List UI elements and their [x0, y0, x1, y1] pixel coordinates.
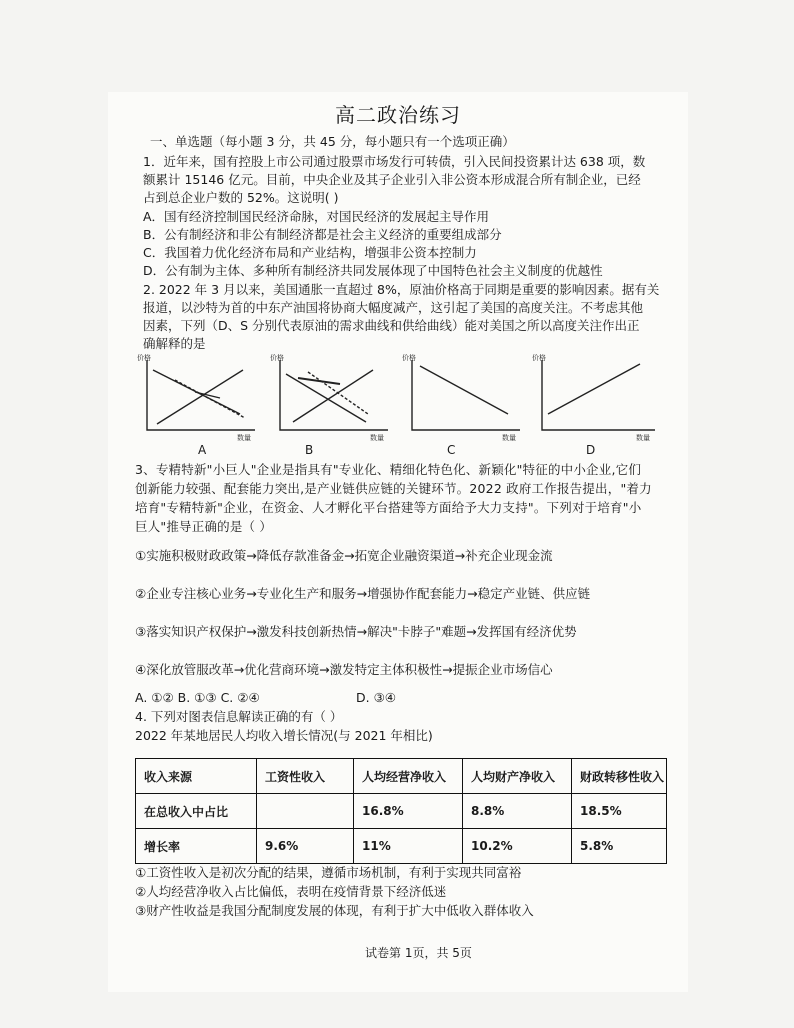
graph-d-supply-line [548, 364, 640, 414]
q1-line2: 额累计 15146 亿元。目前，中央企业及其子企业引入非公资本形成混合所有制企业，已经 [143, 172, 641, 187]
table-row [136, 829, 667, 864]
table-cell [257, 794, 354, 829]
q3-line2: 创新能力较强、配套能力突出,是产业链供应链的关键环节。2022 政府工作报告提出，"着力 [135, 481, 652, 496]
table-header-cell: 收入来源 [136, 759, 257, 794]
table-caption: 2022 年某地居民人均收入增长情况(与 2021 年相比) [135, 728, 433, 743]
q3-line4: 巨人"推导正确的是（ ） [135, 519, 273, 534]
q3-item-4: ④深化放管服改革→优化营商环境→激发特定主体积极性→提振企业市场信心 [135, 662, 553, 677]
table-cell: 增长率 [136, 829, 257, 864]
graph-a-ylabel: 价格 [137, 354, 151, 362]
q4-item-3: ③财产性收益是我国分配制度发展的体现，有利于扩大中低收入群体收入 [135, 903, 534, 918]
q3-choices: A. ①② B. ①③ C. ②④ [135, 690, 260, 705]
q2-line2: 报道，以沙特为首的中东产油国将协商大幅度减产，这引起了美国的高度关注。不考虑其他 [143, 300, 644, 315]
table-header-cell: 财政转移性收入 [572, 759, 667, 794]
table-cell: 9.6% [257, 829, 354, 864]
graph-b-xlabel: 数量 [370, 434, 384, 442]
graph-a-label: A [198, 443, 207, 457]
q3-item-1: ①实施积极财政政策→降低存款准备金→拓宽企业融资渠道→补充企业现金流 [135, 548, 553, 563]
table-cell: 5.8% [572, 829, 667, 864]
table-header-cell: 人均财产净收入 [463, 759, 572, 794]
graph-b-supply-line [293, 370, 373, 422]
table-header-row [136, 759, 667, 794]
q1-line1: 1．近年来，国有控股上市公司通过股票市场发行可转债，引入民间投资累计达 638 项，数 [143, 154, 646, 169]
graph-c-xlabel: 数量 [502, 434, 516, 442]
q3-item-3: ③落实知识产权保护→激发科技创新热情→解决"卡脖子"难题→发挥国有经济优势 [135, 624, 577, 639]
graph-d-ylabel: 价格 [532, 354, 546, 362]
table-cell: 8.8% [463, 794, 572, 829]
table-cell: 16.8% [354, 794, 463, 829]
graph-d-label: D [586, 443, 596, 457]
income-table [135, 758, 667, 864]
table-cell: 10.2% [463, 829, 572, 864]
q4-item-1: ①工资性收入是初次分配的结果，遵循市场机制，有利于实现共同富裕 [135, 865, 522, 880]
q2-line1: 2. 2022 年 3 月以来，美国通胀一直超过 8%，原油价格高于同期是重要的影响因素。据有关 [143, 282, 660, 297]
graph-c-label: C [447, 443, 456, 457]
page-footer: 试卷第 1页，共 5页 [365, 946, 472, 960]
q1-option-a: A．国有经济控制国民经济命脉，对国民经济的发展起主导作用 [143, 209, 490, 224]
table-cell: 11% [354, 829, 463, 864]
table-cell: 18.5% [572, 794, 667, 829]
q1-option-b: B．公有制经济和非公有制经济都是社会主义经济的重要组成部分 [143, 227, 502, 242]
q1-line3: 占到总企业户数的 52%。这说明( ) [143, 190, 339, 205]
section-heading: 一、单选题（每小题 3 分，共 45 分，每小题只有一个选项正确） [150, 134, 515, 149]
q2-line4: 确解释的是 [143, 336, 206, 351]
graph-b-ylabel: 价格 [270, 354, 284, 362]
q4-stem: 4. 下列对图表信息解读正确的有（ ） [135, 709, 343, 724]
q4-item-2: ②人均经营净收入占比偏低，表明在疫情背景下经济低迷 [135, 884, 447, 899]
graph-d-xlabel: 数量 [636, 434, 650, 442]
graph-b [268, 352, 393, 442]
graph-c [400, 352, 525, 442]
q1-option-c: C．我国着力优化经济布局和产业结构，增强非公资本控制力 [143, 245, 477, 260]
graph-c-demand-line [420, 366, 508, 414]
table-header-cell: 工资性收入 [257, 759, 354, 794]
graph-b-label: B [305, 443, 314, 457]
graph-c-ylabel: 价格 [402, 354, 416, 362]
q3-item-2: ②企业专注核心业务→专业化生产和服务→增强协作配套能力→稳定产业链、供应链 [135, 586, 591, 601]
graph-d-axes [542, 360, 655, 430]
page-title: 高二政治练习 [335, 103, 461, 127]
q2-line3: 因素，下列（D、S 分别代表原油的需求曲线和供给曲线）能对美国之所以高度关注作出正 [143, 318, 640, 333]
table-cell: 在总收入中占比 [136, 794, 257, 829]
graph-d [530, 352, 660, 442]
graph-a [135, 352, 260, 442]
q1-option-d: D．公有制为主体、多种所有制经济共同发展体现了中国特色社会主义制度的优越性 [143, 263, 603, 278]
q3-line3: 培育"专精特新"企业，在资金、人才孵化平台搭建等方面给予大力支持"。下列对于培育"小 [135, 500, 642, 515]
table-header-cell: 人均经营净收入 [354, 759, 463, 794]
table-row [136, 794, 667, 829]
graph-a-xlabel: 数量 [237, 434, 251, 442]
q3-choice-d: D. ③④ [356, 690, 396, 705]
q3-line1: 3、专精特新"小巨人"企业是指具有"专业化、精细化特色化、新颖化"特征的中小企业,它们 [135, 462, 642, 477]
